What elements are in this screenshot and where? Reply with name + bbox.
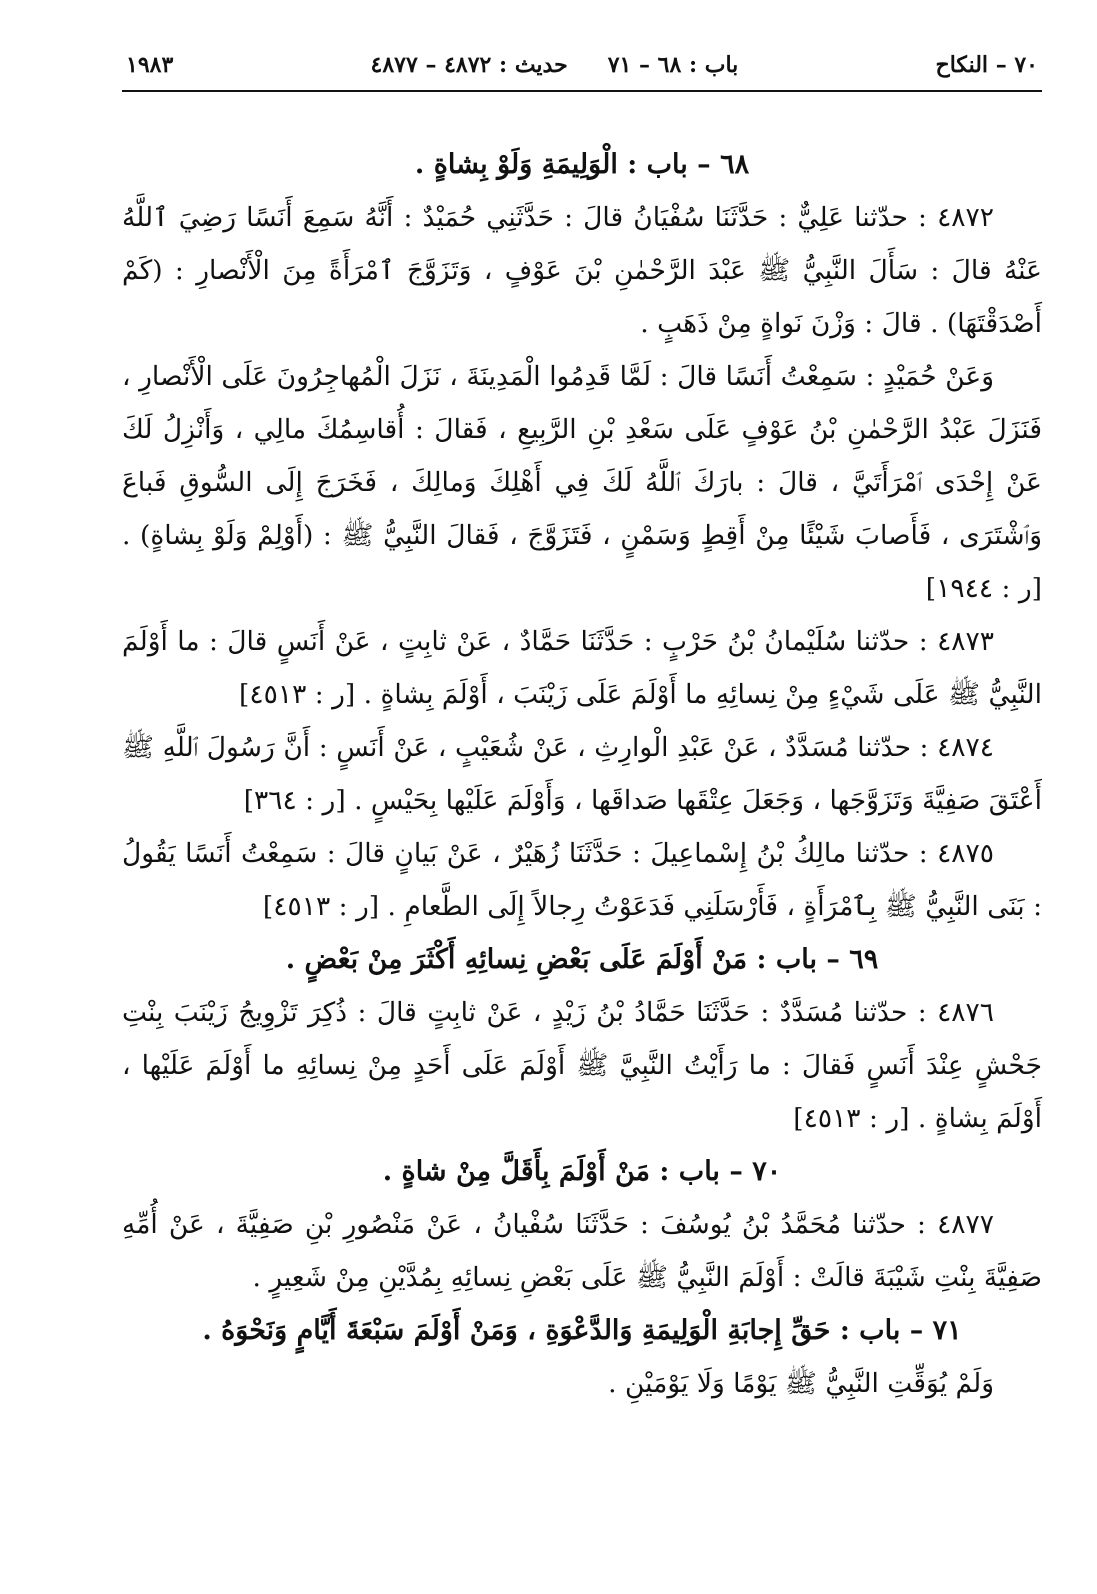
hadith-4873: ٤٨٧٣ : حدّثنا سُلَيْمانُ بْنُ حَرْبٍ : حَدَّثَنَا حَمَّادٌ ، عَنْ ثابِتٍ ، عَنْ أَنَسٍ قالَ : ما أَوْلَمَ النَّبِيُّ ﷺ عَلَى شَيْءٍ مِنْ نِسائِهِ ما أَوْلَمَ عَلَى زَيْنَبَ ، أَوْلَمَ بِشاةٍ . [ر : ٤٥١٣] (122, 626, 1042, 710)
hadith-range: حديث : ٤٨٧٢ – ٤٨٧٧ (370, 52, 568, 78)
page-body (122, 92, 1042, 1410)
chapter-heading-68: ٦٨ – باب : الْوَلِيمَةِ وَلَوْ بِشاةٍ . (414, 149, 750, 180)
hadith-4876: ٤٨٧٦ : حدّثنا مُسَدَّدٌ : حَدَّثَنَا حَمَّادُ بْنُ زَيْدٍ ، عَنْ ثابِتٍ قالَ : ذُكِرَ تَزْوِيجُ زَيْنَبَ بِنْتِ جَحْشٍ عِنْدَ أَنَسٍ فَقالَ : ما رَأَيْتُ النَّبِيَّ ﷺ أَوْلَمَ عَلَى أَحَدٍ مِنْ نِسائِهِ ما أَوْلَمَ عَلَيْها ، أَوْلَمَ بِشاةٍ . [ر : ٤٥١٣] (122, 997, 1042, 1134)
chapter-heading-70: ٧٠ – باب : مَنْ أَوْلَمَ بِأَقَلَّ مِنْ شاةٍ . (382, 1156, 782, 1187)
hadith-4872: ٤٨٧٢ : حدّثنا عَلِيٌّ : حَدَّثَنَا سُفْيَانُ قالَ : حَدَّثَنِي حُمَيْدٌ : أَنَّهُ سَمِعَ أَنَسًا رَضِيَ ٱللَّهُ عَنْهُ قالَ : سَأَلَ النَّبِيُّ ﷺ عَبْدَ الرَّحْمٰنِ بْنَ عَوْفٍ ، وَتَزَوَّجَ ٱمْرَأَةً مِنَ الْأَنْصارِ : (كَمْ أَصْدَقْتَهَا) . قالَ : وَزْنَ نَواةٍ مِنْ ذَهَبٍ . (122, 202, 1042, 339)
chapter-71-text: وَلَمْ يُوَقِّتِ النَّبِيُّ ﷺ يَوْمًا وَلَا يَوْمَيْنِ . (608, 1368, 994, 1399)
hadith-4877: ٤٨٧٧ : حدّثنا مُحَمَّدُ بْنُ يُوسُفَ : حَدَّثَنَا سُفْيانُ ، عَنْ مَنْصُورِ بْنِ صَفِيَّةَ ، عَنْ أُمِّهِ صَفِيَّةَ بِنْتِ شَيْبَةَ قالَتْ : أَوْلَمَ النَّبِيُّ ﷺ عَلَى بَعْضِ نِسائِهِ بِمُدَّيْنِ مِنْ شَعِيرٍ . (122, 1209, 1042, 1293)
header-ranges (371, 52, 739, 78)
book-page (122, 52, 1042, 1410)
hadith-4874: ٤٨٧٤ : حدّثنا مُسَدَّدٌ ، عَنْ عَبْدِ الْوارِثِ ، عَنْ شُعَيْبٍ ، عَنْ أَنَسٍ : أَنَّ رَسُولَ ٱللَّهِ ﷺ أَعْتَقَ صَفِيَّةَ وَتَزَوَّجَها ، وَجَعَلَ عِتْقَها صَداقَها ، وَأَوْلَمَ عَلَيْها بِحَيْسٍ . [ر : ٣٦٤] (122, 732, 1042, 816)
chapter-heading-69: ٦٩ – باب : مَنْ أَوْلَمَ عَلَى بَعْضِ نِسائِهِ أَكْثَرَ مِنْ بَعْضٍ . (285, 944, 879, 975)
page-number: ١٩٨٣ (126, 52, 174, 78)
chapter-title: ٧٠ – النكاح (935, 52, 1038, 78)
running-header (122, 52, 1042, 92)
hadith-4872-continued: وَعَنْ حُمَيْدٍ : سَمِعْتُ أَنَسًا قالَ : لَمَّا قَدِمُوا الْمَدِينَةَ ، نَزَلَ الْمُهاجِرُونَ عَلَى الْأَنْصارِ ، فَنَزَلَ عَبْدُ الرَّحْمٰنِ بْنُ عَوْفٍ عَلَى سَعْدِ بْنِ الرَّبِيعِ ، فَقالَ : أُقاسِمُكَ مالِي ، وَأَنْزِلُ لَكَ عَنْ إِحْدَى ٱمْرَأَتَيَّ ، قالَ : بارَكَ ٱللَّهُ لَكَ فِي أَهْلِكَ وَمالِكَ ، فَخَرَجَ إِلَى السُّوقِ فَباعَ وَٱشْتَرَى ، فَأَصابَ شَيْئًا مِنْ أَقِطٍ وَسَمْنٍ ، فَتَزَوَّجَ ، فَقالَ النَّبِيُّ ﷺ : (أَوْلِمْ وَلَوْ بِشاةٍ) . [ر : ١٩٤٤] (122, 361, 1042, 604)
chapter-heading-71: ٧١ – باب : حَقِّ إِجابَةِ الْوَلِيمَةِ وَالدَّعْوَةِ ، وَمَنْ أَوْلَمَ سَبْعَةَ أَيَّامٍ وَنَحْوَهُ . (202, 1315, 962, 1346)
hadith-4875: ٤٨٧٥ : حدّثنا مالِكُ بْنُ إِسْماعِيلَ : حَدَّثَنَا زُهَيْرٌ ، عَنْ بَيانٍ قالَ : سَمِعْتُ أَنَسًا يَقُولُ : بَنَى النَّبِيُّ ﷺ بِٱمْرَأَةٍ ، فَأَرْسَلَنِي فَدَعَوْتُ رِجالاً إِلَى الطَّعامِ . [ر : ٤٥١٣] (122, 838, 1042, 922)
bab-range: باب : ٦٨ – ٧١ (607, 52, 739, 78)
